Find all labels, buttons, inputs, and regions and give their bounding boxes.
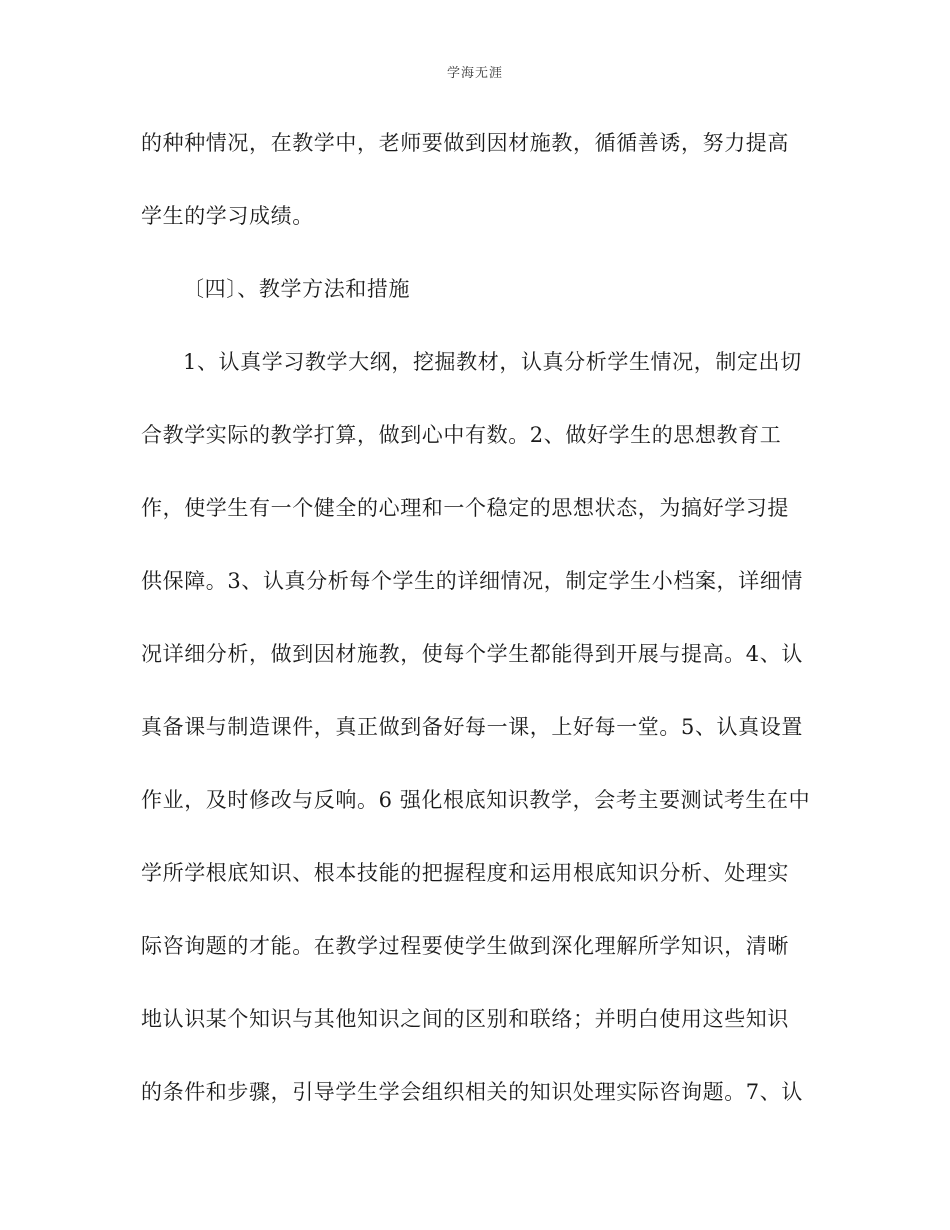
body-line-9: 真备课与制造课件，真正做到备好每一课，上好每一堂。5、认真设置	[141, 715, 803, 739]
body-line-14: 的条件和步骤，引导学生学会组织相关的知识处理实际咨询题。7、认	[141, 1080, 803, 1104]
page-header: 学海无涯	[446, 66, 503, 81]
body-line-6: 作，使学生有一个健全的心理和一个稳定的思想状态，为搞好学习提	[141, 496, 789, 520]
body-line-12: 际咨询题的才能。在教学过程要使学生做到深化理解所学知识，清晰	[141, 934, 789, 958]
body-line-11: 学所学根底知识、根本技能的把握程度和运用根底知识分析、处理实	[141, 861, 789, 885]
body-line-7: 供保障。3、认真分析每个学生的详细情况，制定学生小档案，详细情	[141, 569, 803, 593]
body-line-1: 的种种情况，在教学中，老师要做到因材施教，循循善诱，努力提高	[141, 131, 789, 155]
body-line-5: 合教学实际的教学打算，做到心中有数。2、做好学生的思想教育工	[141, 423, 782, 447]
body-line-2: 学生的学习成绩。	[141, 204, 314, 228]
body-line-8: 况详细分析，做到因材施教，使每个学生都能得到开展与提高。4、认	[141, 642, 803, 666]
body-line-10: 作业，及时修改与反响。6 强化根底知识教学，会考主要测试考生在中	[141, 788, 811, 812]
body-line-13: 地认识某个知识与其他知识之间的区别和联络；并明白使用这些知识	[141, 1007, 789, 1031]
section-heading: 〔四〕、教学方法和措施	[183, 277, 411, 301]
body-line-4: 1、认真学习教学大纲，挖掘教材，认真分析学生情况，制定出切	[183, 350, 802, 374]
